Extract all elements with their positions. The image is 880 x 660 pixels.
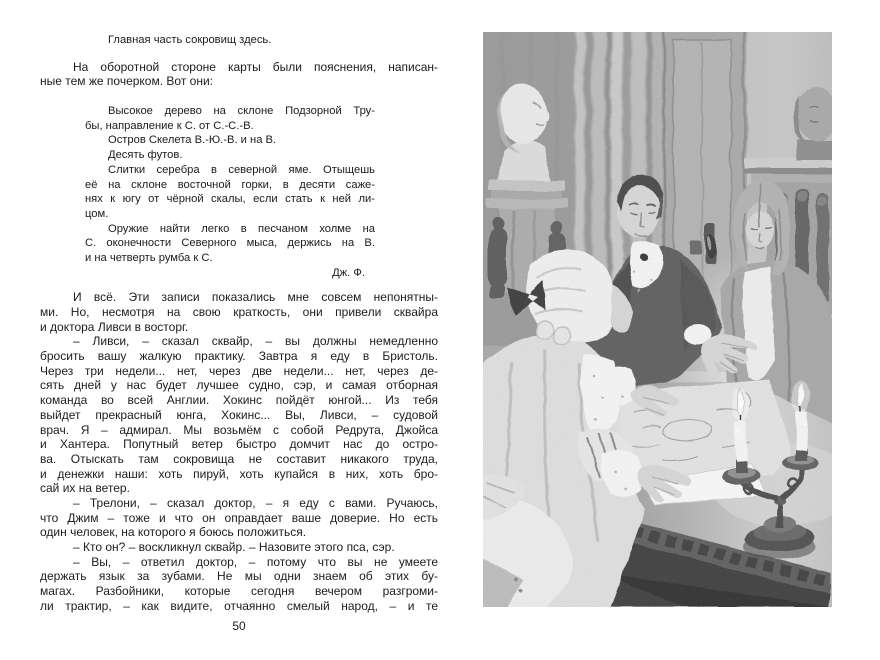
text-line: ли трактир, – как видите, отчаянно смелый народ, – и те [40,598,438,613]
text-line: и денежки наши: хоть пируй, хоть купайся в них, хоть бро- [40,466,438,481]
text-line: выйдет прекрасный юнга, Хокинс... Вы, Ливси, – судовой [40,407,438,422]
text-line: – Кто он? – воскликнул сквайр. – Назовите этого пса, сэр. [73,540,395,554]
block-sig [40,266,438,281]
text-line: Высокое дерево на склоне Подзорной Тру- [108,105,375,118]
text-line: магах. Разбойники, которые сегодня вечером разгроми- [40,584,438,599]
text-line: что Джим – тоже и что он оправдает ваше доверие. Но есть [40,510,438,525]
illustration-svg [483,32,832,607]
block-para [40,555,438,614]
text-line: и доктора Ливси в восторг. [40,319,189,334]
text-line: ми. Но, несмотря на свою краткость, они привели сквайра [40,305,438,319]
text-line: врач. Я – адмирал. Мы возьмём с собой Редрута, Джойса [40,422,438,437]
text-line: и Хантера. Попутный ветер быстро домчит нас до остро- [40,437,438,452]
text-line: бросить вашу жалкую практику. Завтра я еду в Бристоль. [40,349,438,364]
text-line: На оборотной стороне карты были пояснения, написан- [73,59,438,74]
text-line: – Трелони, – сказал доктор, – я еду с вами. Ручаюсь, [73,495,438,510]
text-line: сять дней у нас будет лучшее судно, сэр, и самая отборная [40,378,438,393]
illustration [483,32,832,607]
page-number: 50 [232,619,246,633]
block-intro [40,60,438,89]
text-line: ные тем же почерком. Вот они: [40,74,213,89]
text-line: её на склоне восточной горки, в десяти саже- [85,178,375,191]
text-line: держать язык за зубами. Не мы одни знаем об этих бу- [40,569,438,584]
text-line: И всё. Эти записи показались мне совсем непонятны- [73,290,438,305]
block-qpara [40,163,438,222]
text-line: один человек, на которого я боюсь положиться. [40,525,307,540]
text-line: бы, направление к С. от С.-С.-В. [85,119,254,132]
text-line: Оружие найти легко в песчаном холме на [108,222,375,235]
text-line: команда во всей Англии. Хокинс пойдёт юнгой... Из тебя [40,393,438,408]
text-line: – Вы, – ответил доктор, – потому что вы не умеете [73,554,438,569]
text-line: Главная часть сокровищ здесь. [108,34,272,46]
block-qpara [40,222,438,266]
text-line: Десять футов. [108,149,183,162]
block-para [40,540,438,555]
text-line: и на четверть румба к С. [85,251,213,264]
text-line: Остров Скелета В.-Ю.-В. и на В. [108,134,277,147]
text-line: Слитки серебра в северной яме. Отыщешь [108,163,375,176]
text-line: С. оконечности Северного мыса, держись на В. [85,237,375,250]
left-page-text [40,33,438,613]
text-line: – Ливси, – сказал сквайр, – вы должны немедленно [73,334,438,349]
text-line: сай их на ветер. [40,481,130,496]
text-line: нях к югу от чёрной скалы, если стать к ней ли- [85,193,375,206]
block-qpara [40,133,438,148]
block-para [40,496,438,540]
block-qpara [40,104,438,133]
block-para [40,290,438,334]
block-para [40,334,438,496]
text-line: Через три недели... нет, через две недели... нет, через де- [40,363,438,378]
text-line: цом. [85,207,109,220]
text-line: ва. Отыскать там сокровища не составит никакого труда, [40,451,438,466]
paper-grain-overlay [483,32,832,607]
block-note [40,33,438,48]
block-qpara [40,148,438,163]
text-line: Дж. Ф. [332,266,365,279]
